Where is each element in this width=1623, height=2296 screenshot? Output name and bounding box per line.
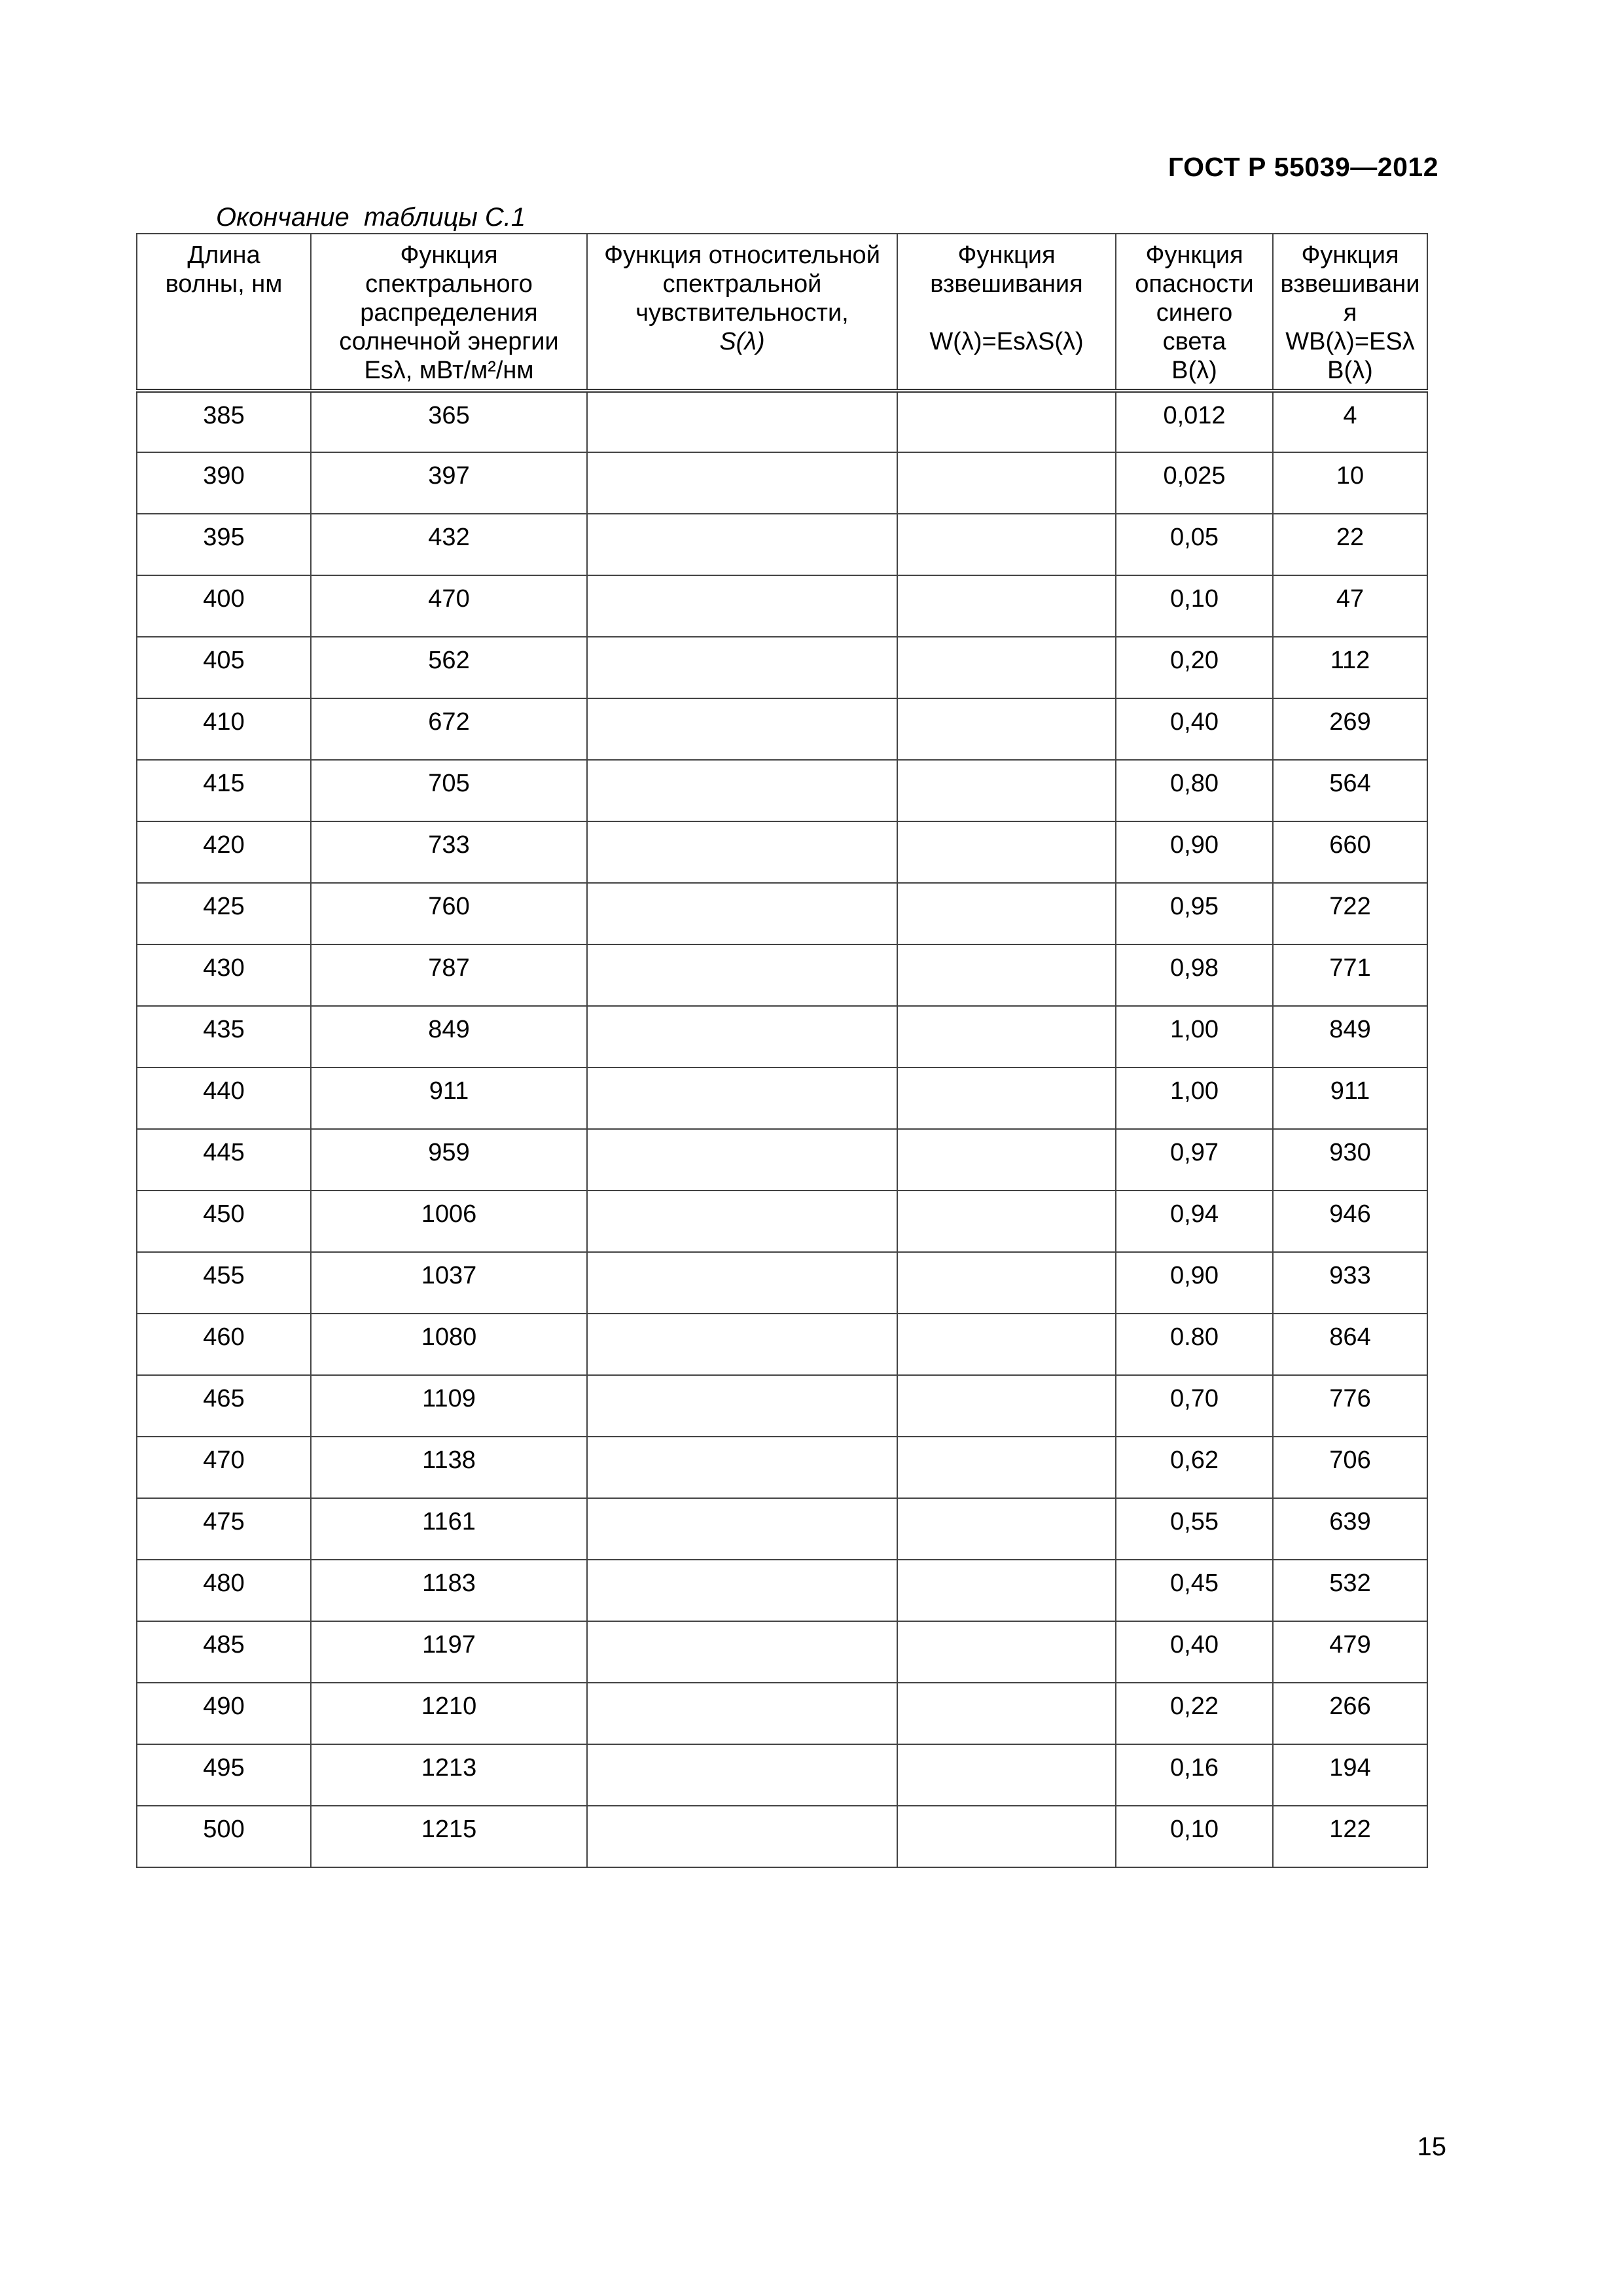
cell-solar-energy: 1138 <box>311 1437 587 1498</box>
cell-wavelength: 405 <box>137 637 311 698</box>
table-row <box>137 1129 1427 1191</box>
cell-solar-energy: 1037 <box>311 1252 587 1314</box>
cell-solar-energy: 1197 <box>311 1621 587 1683</box>
table-row <box>137 452 1427 514</box>
cell-relative-sensitivity <box>587 1314 897 1375</box>
cell-wavelength: 410 <box>137 698 311 760</box>
cell-weighting <box>897 1437 1116 1498</box>
cell-solar-energy: 1210 <box>311 1683 587 1744</box>
cell-solar-energy: 365 <box>311 391 587 452</box>
cell-relative-sensitivity <box>587 575 897 637</box>
cell-relative-sensitivity <box>587 883 897 944</box>
table-row <box>137 1375 1427 1437</box>
cell-blue-hazard: 0,98 <box>1116 944 1273 1006</box>
table-row <box>137 575 1427 637</box>
table-row <box>137 1621 1427 1683</box>
cell-solar-energy: 562 <box>311 637 587 698</box>
table-row <box>137 1314 1427 1375</box>
cell-weighted-hazard: 849 <box>1273 1006 1427 1067</box>
cell-relative-sensitivity <box>587 1067 897 1129</box>
cell-blue-hazard: 0,20 <box>1116 637 1273 698</box>
cell-weighting <box>897 514 1116 575</box>
cell-weighting <box>897 1498 1116 1560</box>
cell-blue-hazard: 1,00 <box>1116 1067 1273 1129</box>
cell-weighted-hazard: 47 <box>1273 575 1427 637</box>
cell-relative-sensitivity <box>587 637 897 698</box>
cell-relative-sensitivity <box>587 1560 897 1621</box>
cell-wavelength: 390 <box>137 452 311 514</box>
cell-relative-sensitivity <box>587 1191 897 1252</box>
cell-blue-hazard: 0,10 <box>1116 575 1273 637</box>
cell-blue-hazard: 0,05 <box>1116 514 1273 575</box>
table-row <box>137 1191 1427 1252</box>
cell-weighting <box>897 575 1116 637</box>
table-row <box>137 698 1427 760</box>
cell-weighting <box>897 1621 1116 1683</box>
cell-weighting <box>897 452 1116 514</box>
cell-weighting <box>897 1191 1116 1252</box>
cell-weighted-hazard: 660 <box>1273 821 1427 883</box>
cell-weighted-hazard: 564 <box>1273 760 1427 821</box>
header-weighting-function: Функция взвешивания W(λ)=EsλS(λ) <box>897 234 1116 391</box>
cell-blue-hazard: 0,16 <box>1116 1744 1273 1806</box>
cell-weighted-hazard: 122 <box>1273 1806 1427 1867</box>
cell-weighting <box>897 1252 1116 1314</box>
cell-weighted-hazard: 911 <box>1273 1067 1427 1129</box>
cell-relative-sensitivity <box>587 944 897 1006</box>
cell-relative-sensitivity <box>587 821 897 883</box>
cell-solar-energy: 733 <box>311 821 587 883</box>
cell-weighted-hazard: 864 <box>1273 1314 1427 1375</box>
cell-solar-energy: 849 <box>311 1006 587 1067</box>
table-row <box>137 1067 1427 1129</box>
cell-weighting <box>897 1314 1116 1375</box>
cell-wavelength: 415 <box>137 760 311 821</box>
cell-weighted-hazard: 706 <box>1273 1437 1427 1498</box>
cell-solar-energy: 432 <box>311 514 587 575</box>
cell-relative-sensitivity <box>587 698 897 760</box>
cell-blue-hazard: 0,40 <box>1116 1621 1273 1683</box>
cell-relative-sensitivity <box>587 391 897 452</box>
cell-weighted-hazard: 771 <box>1273 944 1427 1006</box>
cell-weighted-hazard: 269 <box>1273 698 1427 760</box>
cell-wavelength: 460 <box>137 1314 311 1375</box>
table-row <box>137 760 1427 821</box>
cell-weighted-hazard: 22 <box>1273 514 1427 575</box>
cell-solar-energy: 1183 <box>311 1560 587 1621</box>
cell-weighting <box>897 1375 1116 1437</box>
cell-wavelength: 450 <box>137 1191 311 1252</box>
cell-wavelength: 485 <box>137 1621 311 1683</box>
cell-solar-energy: 1006 <box>311 1191 587 1252</box>
cell-relative-sensitivity <box>587 1006 897 1067</box>
cell-wavelength: 490 <box>137 1683 311 1744</box>
cell-wavelength: 385 <box>137 391 311 452</box>
cell-weighting <box>897 1006 1116 1067</box>
table-body <box>137 391 1427 1867</box>
cell-weighting <box>897 1744 1116 1806</box>
table-row <box>137 1252 1427 1314</box>
table-row <box>137 1744 1427 1806</box>
cell-solar-energy: 787 <box>311 944 587 1006</box>
cell-relative-sensitivity <box>587 514 897 575</box>
header-relative-sensitivity: Функция относительной спектральной чувствительности, S(λ) <box>587 234 897 391</box>
cell-weighting <box>897 1806 1116 1867</box>
cell-weighting <box>897 883 1116 944</box>
cell-solar-energy: 1080 <box>311 1314 587 1375</box>
cell-blue-hazard: 0.80 <box>1116 1314 1273 1375</box>
cell-relative-sensitivity <box>587 1252 897 1314</box>
cell-relative-sensitivity <box>587 1744 897 1806</box>
cell-wavelength: 470 <box>137 1437 311 1498</box>
cell-weighted-hazard: 532 <box>1273 1560 1427 1621</box>
cell-weighted-hazard: 776 <box>1273 1375 1427 1437</box>
cell-blue-hazard: 1,00 <box>1116 1006 1273 1067</box>
cell-solar-energy: 470 <box>311 575 587 637</box>
cell-weighted-hazard: 4 <box>1273 391 1427 452</box>
document-code: ГОСТ Р 55039—2012 <box>1168 152 1438 182</box>
header-row <box>137 234 1427 391</box>
cell-weighting <box>897 760 1116 821</box>
cell-weighted-hazard: 194 <box>1273 1744 1427 1806</box>
cell-weighting <box>897 1560 1116 1621</box>
cell-blue-hazard: 0,10 <box>1116 1806 1273 1867</box>
cell-relative-sensitivity <box>587 1498 897 1560</box>
header-blue-light-hazard: Функция опасности синего света B(λ) <box>1116 234 1273 391</box>
table-row <box>137 391 1427 452</box>
page-number: 15 <box>1417 2132 1446 2161</box>
cell-wavelength: 425 <box>137 883 311 944</box>
cell-wavelength: 495 <box>137 1744 311 1806</box>
cell-wavelength: 475 <box>137 1498 311 1560</box>
data-table <box>136 233 1428 1868</box>
cell-wavelength: 500 <box>137 1806 311 1867</box>
cell-blue-hazard: 0,40 <box>1116 698 1273 760</box>
cell-weighting <box>897 637 1116 698</box>
cell-wavelength: 400 <box>137 575 311 637</box>
cell-solar-energy: 672 <box>311 698 587 760</box>
table-row <box>137 821 1427 883</box>
cell-solar-energy: 760 <box>311 883 587 944</box>
cell-weighted-hazard: 933 <box>1273 1252 1427 1314</box>
cell-weighting <box>897 821 1116 883</box>
table-row <box>137 1683 1427 1744</box>
table-row <box>137 1437 1427 1498</box>
cell-solar-energy: 959 <box>311 1129 587 1191</box>
cell-relative-sensitivity <box>587 452 897 514</box>
cell-blue-hazard: 0,62 <box>1116 1437 1273 1498</box>
cell-wavelength: 465 <box>137 1375 311 1437</box>
cell-weighted-hazard: 10 <box>1273 452 1427 514</box>
table-row <box>137 1560 1427 1621</box>
cell-weighted-hazard: 266 <box>1273 1683 1427 1744</box>
header-weighted-blue-hazard: Функция взвешивани я WB(λ)=ESλ B(λ) <box>1273 234 1427 391</box>
cell-relative-sensitivity <box>587 1375 897 1437</box>
cell-relative-sensitivity <box>587 1129 897 1191</box>
cell-weighted-hazard: 639 <box>1273 1498 1427 1560</box>
cell-wavelength: 445 <box>137 1129 311 1191</box>
cell-relative-sensitivity <box>587 1621 897 1683</box>
cell-blue-hazard: 0,45 <box>1116 1560 1273 1621</box>
cell-weighted-hazard: 930 <box>1273 1129 1427 1191</box>
table-row <box>137 1806 1427 1867</box>
cell-weighted-hazard: 479 <box>1273 1621 1427 1683</box>
cell-wavelength: 455 <box>137 1252 311 1314</box>
cell-blue-hazard: 0,22 <box>1116 1683 1273 1744</box>
cell-wavelength: 430 <box>137 944 311 1006</box>
cell-weighting <box>897 391 1116 452</box>
cell-wavelength: 440 <box>137 1067 311 1129</box>
table-header <box>137 234 1427 391</box>
cell-blue-hazard: 0,90 <box>1116 821 1273 883</box>
cell-weighting <box>897 1129 1116 1191</box>
table-row <box>137 514 1427 575</box>
cell-weighting <box>897 1683 1116 1744</box>
cell-weighted-hazard: 722 <box>1273 883 1427 944</box>
table-row <box>137 1498 1427 1560</box>
cell-wavelength: 480 <box>137 1560 311 1621</box>
table-row <box>137 1006 1427 1067</box>
cell-relative-sensitivity <box>587 1806 897 1867</box>
cell-blue-hazard: 0,80 <box>1116 760 1273 821</box>
cell-wavelength: 435 <box>137 1006 311 1067</box>
cell-solar-energy: 911 <box>311 1067 587 1129</box>
cell-blue-hazard: 0,97 <box>1116 1129 1273 1191</box>
cell-solar-energy: 1161 <box>311 1498 587 1560</box>
cell-wavelength: 420 <box>137 821 311 883</box>
cell-relative-sensitivity <box>587 1437 897 1498</box>
cell-weighted-hazard: 112 <box>1273 637 1427 698</box>
cell-weighting <box>897 698 1116 760</box>
header-solar-spectral-distribution: Функция спектрального распределения солнечной энергии Esλ, мВт/м²/нм <box>311 234 587 391</box>
cell-relative-sensitivity <box>587 760 897 821</box>
cell-blue-hazard: 0,95 <box>1116 883 1273 944</box>
cell-blue-hazard: 0,94 <box>1116 1191 1273 1252</box>
cell-solar-energy: 1215 <box>311 1806 587 1867</box>
cell-blue-hazard: 0,90 <box>1116 1252 1273 1314</box>
cell-wavelength: 395 <box>137 514 311 575</box>
cell-blue-hazard: 0,70 <box>1116 1375 1273 1437</box>
cell-weighting <box>897 1067 1116 1129</box>
cell-blue-hazard: 0,025 <box>1116 452 1273 514</box>
table-row <box>137 944 1427 1006</box>
cell-blue-hazard: 0,012 <box>1116 391 1273 452</box>
header-wavelength: Длина волны, нм <box>137 234 311 391</box>
table-row <box>137 637 1427 698</box>
cell-solar-energy: 1213 <box>311 1744 587 1806</box>
cell-solar-energy: 397 <box>311 452 587 514</box>
cell-weighted-hazard: 946 <box>1273 1191 1427 1252</box>
cell-blue-hazard: 0,55 <box>1116 1498 1273 1560</box>
cell-weighting <box>897 944 1116 1006</box>
cell-relative-sensitivity <box>587 1683 897 1744</box>
cell-solar-energy: 1109 <box>311 1375 587 1437</box>
table-caption: Окончание таблицы С.1 <box>216 203 526 232</box>
cell-solar-energy: 705 <box>311 760 587 821</box>
table-row <box>137 883 1427 944</box>
